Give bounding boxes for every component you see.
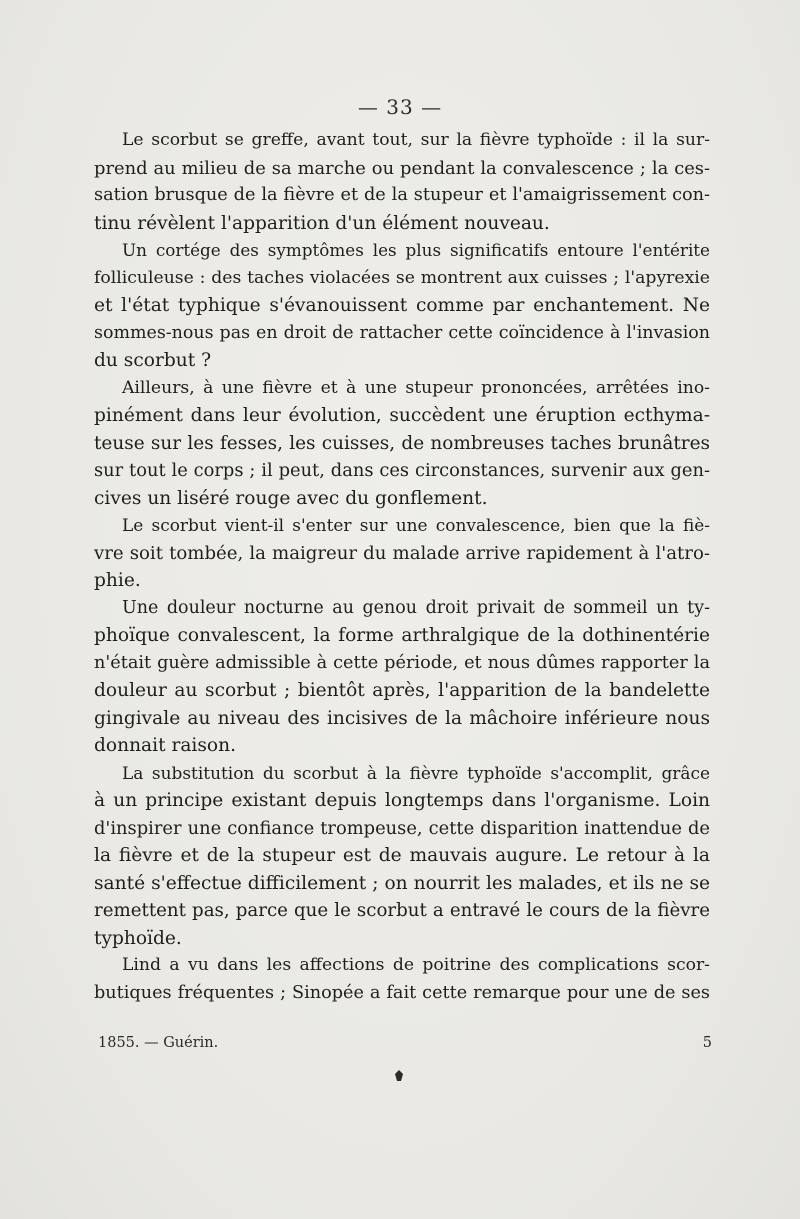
text-line: Ailleurs, à une fièvre et à une stupeur prononcées, arrêtées ino-	[122, 377, 710, 398]
text-line: butiques fréquentes ; Sinopée a fait cette remarque pour une de ses	[94, 982, 710, 1003]
text-line: la fièvre et de la stupeur est de mauvais augure. Le retour à la	[94, 845, 710, 866]
text-line: d'inspirer une confiance trompeuse, cette disparition inattendue de	[94, 817, 710, 839]
text-line: folliculeuse : des taches violacées se montrent aux cuisses ; l'apyrexie	[94, 267, 710, 288]
text-line: phoïque convalescent, la forme arthralgique de la dothinentérie	[94, 625, 710, 646]
signature-number: 5	[702, 1035, 712, 1051]
ink-blot-icon	[394, 1070, 404, 1082]
text-line: du scorbut ?	[94, 350, 212, 371]
text-line: prend au milieu de sa marche ou pendant la convalescence ; la ces-	[94, 157, 710, 179]
text-line: douleur au scorbut ; bientôt après, l'apparition de la bandelette	[94, 680, 710, 701]
text-line: pinément dans leur évolution, succèdent une éruption ecthyma-	[94, 405, 710, 426]
text-line: typhoïde.	[94, 927, 182, 949]
text-line: et l'état typhique s'évanouissent comme par enchantement. Ne	[94, 295, 710, 316]
text-line: tinu révèlent l'apparition d'un élément nouveau.	[94, 212, 550, 234]
text-line: sur tout le corps ; il peut, dans ces circonstances, survenir aux gen-	[94, 460, 710, 481]
text-line: n'était guère admissible à cette période, et nous dûmes rapporter la	[94, 652, 710, 673]
text-line: gingivale au niveau des incisives de la mâchoire inférieure nous	[94, 707, 710, 729]
text-line: Lind a vu dans les affections de poitrine des complications scor-	[122, 955, 710, 975]
page-number-header: — 33 —	[357, 95, 443, 119]
text-line: cives un liséré rouge avec du gonflement.	[94, 487, 488, 509]
text-line: Le scorbut se greffe, avant tout, sur la fièvre typhoïde : il la sur-	[122, 130, 710, 150]
text-line: à un principe existant depuis longtemps dans l'organisme. Loin	[94, 790, 710, 811]
text-line: Le scorbut vient-il s'enter sur une convalescence, bien que la fiè-	[122, 515, 710, 535]
text-line: La substitution du scorbut à la fièvre typhoïde s'accomplit, grâce	[122, 762, 710, 783]
text-line: sommes-nous pas en droit de rattacher cette coïncidence à l'invasion	[94, 322, 710, 343]
text-line: vre soit tombée, la maigreur du malade arrive rapidement à l'atro-	[94, 542, 710, 564]
text-line: phie.	[94, 570, 141, 591]
text-line: Une douleur nocturne au genou droit privait de sommeil un ty-	[122, 597, 710, 618]
text-line: Un cortége des symptômes les plus significatifs entoure l'entérite	[122, 240, 710, 260]
text-line: teuse sur les fesses, les cuisses, de nombreuses taches brunâtres	[94, 432, 710, 454]
text-line: donnait raison.	[94, 735, 237, 756]
text-line: remettent pas, parce que le scorbut a entravé le cours de la fièvre	[94, 900, 710, 921]
signature-mark: 1855. — Guérin.	[98, 1035, 219, 1051]
body-text	[94, 127, 710, 1007]
text-line: sation brusque de la fièvre et de la stupeur et l'amaigrissement con-	[94, 185, 710, 205]
text-line: santé s'effectue difficilement ; on nourrit les malades, et ils ne se	[94, 872, 710, 894]
